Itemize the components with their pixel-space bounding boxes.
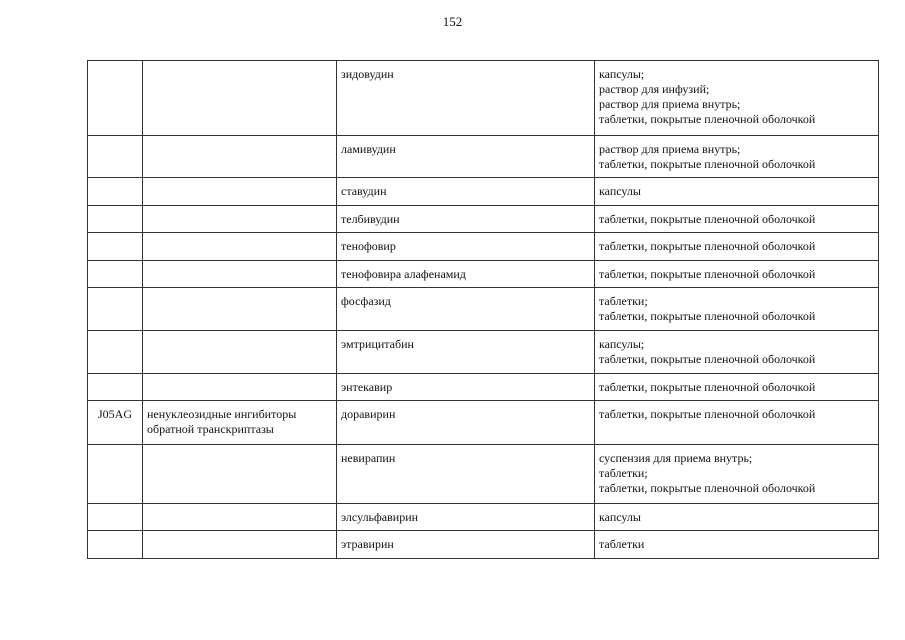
- atc-code-cell: [88, 288, 143, 331]
- drug-name-cell: ламивудин: [337, 136, 595, 178]
- anatomic-group-cell: [143, 531, 337, 559]
- dosage-form-line: таблетки, покрытые пленочной оболочкой: [599, 212, 816, 226]
- anatomic-group-cell: [143, 445, 337, 504]
- dosage-form-line: таблетки, покрытые пленочной оболочкой: [599, 267, 816, 281]
- table-row: [88, 374, 879, 401]
- table-row: [88, 178, 879, 206]
- drug-name-cell: невирапин: [337, 445, 595, 504]
- page-number: 152: [442, 14, 463, 29]
- drug-name-cell: телбивудин: [337, 206, 595, 233]
- anatomic-group-cell: [143, 504, 337, 531]
- atc-code-cell: [88, 178, 143, 206]
- dosage-forms-cell: [595, 233, 879, 261]
- table-row: [88, 233, 879, 261]
- dosage-form-line: капсулы;: [599, 337, 645, 351]
- dosage-forms-cell: [595, 331, 879, 374]
- dosage-forms-cell: [595, 206, 879, 233]
- dosage-forms-cell: [595, 288, 879, 331]
- atc-code-cell: J05AG: [88, 401, 143, 445]
- table-row: [88, 504, 879, 531]
- anatomic-group-cell: [143, 331, 337, 374]
- atc-code-cell: [88, 136, 143, 178]
- dosage-form-line: таблетки: [599, 537, 645, 551]
- dosage-forms-cell: [595, 61, 879, 136]
- table-row: [88, 136, 879, 178]
- dosage-forms-cell: [595, 531, 879, 559]
- anatomic-group-cell: [143, 233, 337, 261]
- dosage-form-line: капсулы: [599, 184, 641, 198]
- drug-name-cell: фосфазид: [337, 288, 595, 331]
- anatomic-group-cell: [143, 136, 337, 178]
- drug-name-cell: тенофовира алафенамид: [337, 261, 595, 288]
- drug-name-cell: эмтрицитабин: [337, 331, 595, 374]
- anatomic-group-cell: [143, 288, 337, 331]
- dosage-forms-cell: [595, 178, 879, 206]
- dosage-form-line: таблетки, покрытые пленочной оболочкой: [599, 407, 816, 421]
- atc-code-cell: [88, 374, 143, 401]
- dosage-form-line: таблетки, покрытые пленочной оболочкой: [599, 239, 816, 253]
- anatomic-group-cell: [143, 61, 337, 136]
- atc-code-cell: [88, 233, 143, 261]
- table-row: [88, 331, 879, 374]
- dosage-forms-cell: [595, 136, 879, 178]
- anatomic-group-cell: [143, 261, 337, 288]
- dosage-forms-cell: [595, 401, 879, 445]
- atc-code-cell: [88, 261, 143, 288]
- atc-code-cell: [88, 61, 143, 136]
- table-row: [88, 401, 879, 445]
- table-body: [88, 61, 879, 559]
- table-row: [88, 531, 879, 559]
- atc-code-cell: [88, 331, 143, 374]
- atc-code-cell: [88, 504, 143, 531]
- dosage-form-line: таблетки, покрытые пленочной оболочкой: [599, 352, 816, 366]
- dosage-forms-cell: [595, 504, 879, 531]
- table-row: [88, 206, 879, 233]
- table-row: [88, 288, 879, 331]
- dosage-form-line: раствор для приема внутрь;: [599, 142, 741, 156]
- atc-code-cell: [88, 445, 143, 504]
- dosage-form-line: капсулы;: [599, 67, 645, 81]
- table-row: [88, 261, 879, 288]
- anatomic-group-cell: [143, 206, 337, 233]
- dosage-form-line: таблетки;: [599, 294, 648, 308]
- dosage-form-line: раствор для приема внутрь;: [599, 97, 741, 111]
- dosage-forms-cell: [595, 374, 879, 401]
- dosage-form-line: капсулы: [599, 510, 641, 524]
- table-row: [88, 61, 879, 136]
- dosage-form-line: раствор для инфузий;: [599, 82, 710, 96]
- drug-table: [87, 60, 879, 559]
- anatomic-group-cell: [143, 374, 337, 401]
- atc-code-cell: [88, 531, 143, 559]
- atc-code-cell: [88, 206, 143, 233]
- drug-name-cell: этравирин: [337, 531, 595, 559]
- dosage-form-line: таблетки, покрытые пленочной оболочкой: [599, 309, 816, 323]
- dosage-form-line: таблетки, покрытые пленочной оболочкой: [599, 380, 816, 394]
- drug-name-cell: доравирин: [337, 401, 595, 445]
- anatomic-group-cell: [143, 178, 337, 206]
- dosage-form-line: таблетки;: [599, 466, 648, 480]
- anatomic-group-cell: [143, 401, 337, 445]
- group-line: ненуклеозидные ингибиторы: [147, 407, 297, 421]
- dosage-form-line: таблетки, покрытые пленочной оболочкой: [599, 481, 816, 495]
- group-line: обратной транскриптазы: [147, 422, 274, 436]
- drug-name-cell: элсульфавирин: [337, 504, 595, 531]
- dosage-form-line: суспензия для приема внутрь;: [599, 451, 753, 465]
- drug-name-cell: ставудин: [337, 178, 595, 206]
- table-row: [88, 445, 879, 504]
- dosage-form-line: таблетки, покрытые пленочной оболочкой: [599, 112, 816, 126]
- drug-name-cell: зидовудин: [337, 61, 595, 136]
- dosage-forms-cell: [595, 261, 879, 288]
- drug-name-cell: энтекавир: [337, 374, 595, 401]
- dosage-form-line: таблетки, покрытые пленочной оболочкой: [599, 157, 816, 171]
- dosage-forms-cell: [595, 445, 879, 504]
- drug-name-cell: тенофовир: [337, 233, 595, 261]
